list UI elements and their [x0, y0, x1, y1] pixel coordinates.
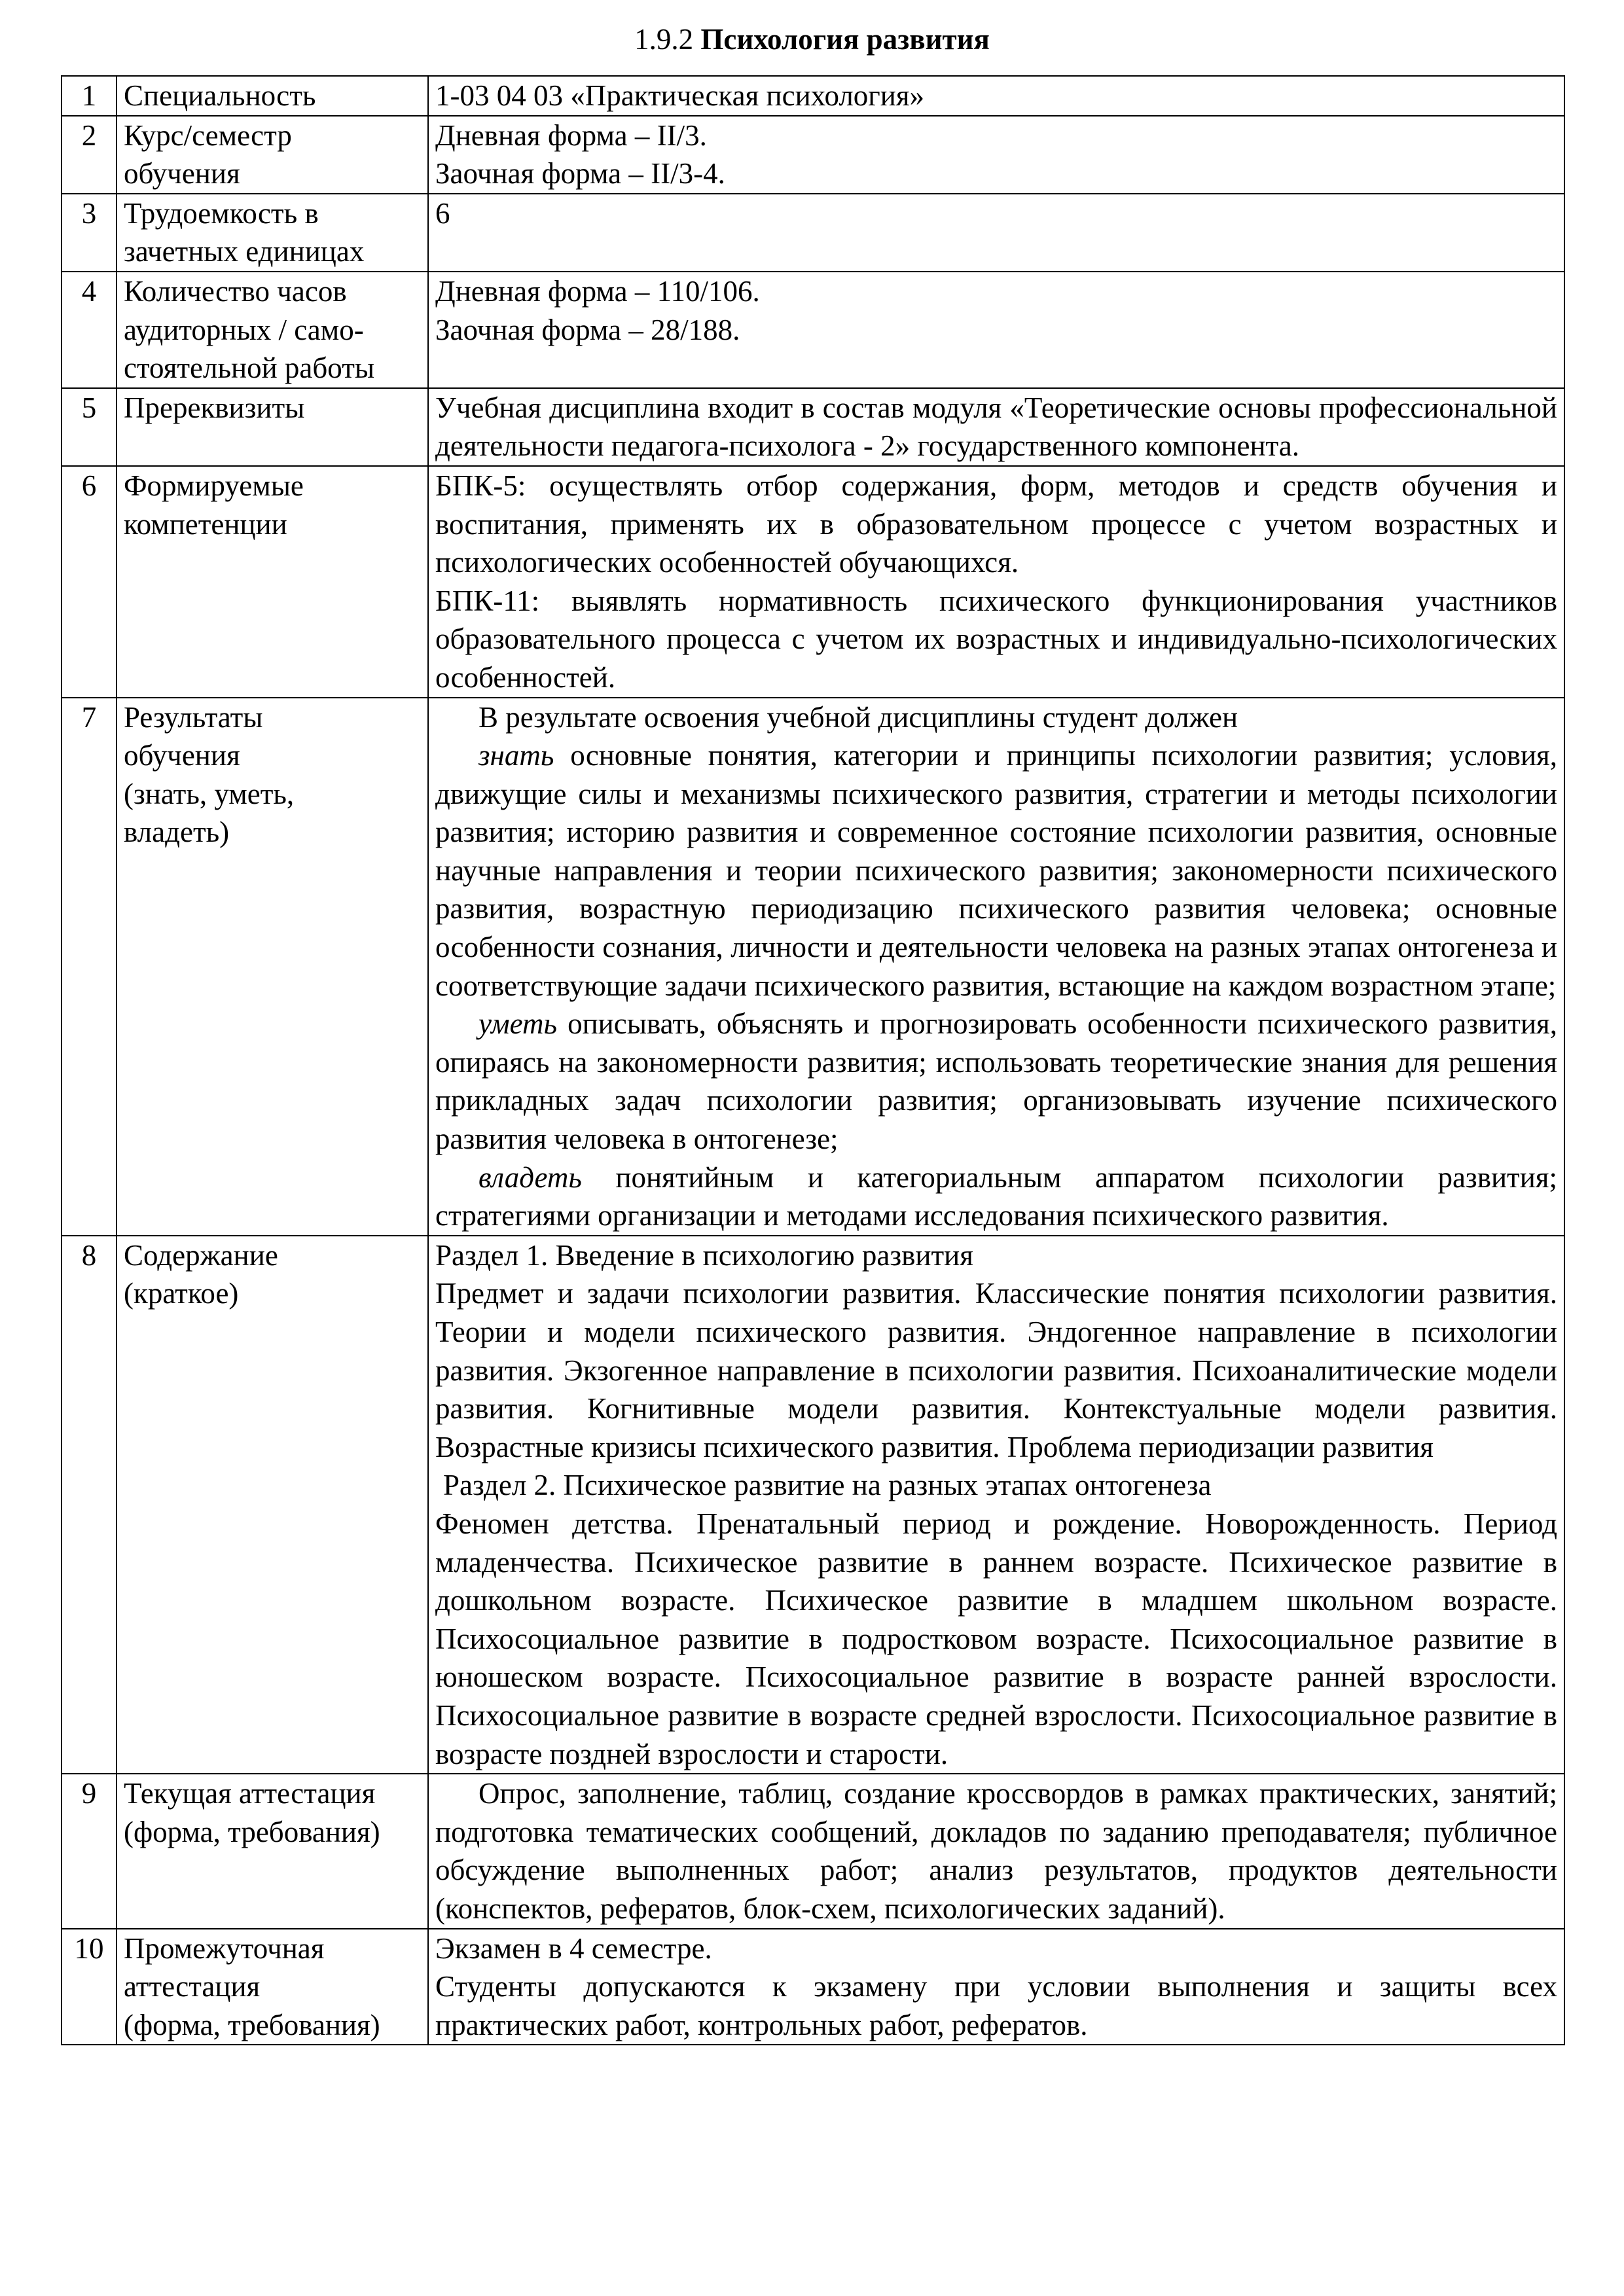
row-number: 4: [62, 272, 117, 388]
row-label: Пререквизиты: [117, 388, 428, 466]
row-label: Специальность: [117, 76, 428, 116]
row-value: Дневная форма – 110/106. Заочная форма – 28/188.: [428, 272, 1564, 388]
row-number: 8: [62, 1236, 117, 1774]
row-number: 10: [62, 1929, 117, 2045]
table-row: [62, 1929, 1564, 2045]
table-row: [62, 466, 1564, 698]
row-value: [428, 466, 1564, 698]
row-label: Результаты обучения (знать, уметь, владеть): [117, 698, 428, 1236]
row-label: Количество часов аудиторных / само- стоятельной работы: [117, 272, 428, 388]
table-row: [62, 698, 1564, 1236]
document-heading: [0, 22, 1624, 56]
course-description-table: [61, 75, 1565, 2045]
row-value: Дневная форма – II/3. Заочная форма – II/3-4.: [428, 116, 1564, 194]
row-value: 1-03 04 03 «Практическая психология»: [428, 76, 1564, 116]
learning-outcomes-intro: В результате освоения учебной дисциплины студент должен: [478, 700, 1238, 734]
section-1-text: Предмет и задачи психологии развития. Классические понятия психологии развития. Теории и модели психического развития. Эндогенное направление в психологии развития. Экзогенное направление в психологии развития. Психоаналитические модели развития. Когнитивные модели развития. Контекстуальные модели развития. Возрастные кризисы психического развития. Проблема периодизации развития: [435, 1277, 1557, 1463]
row-value: Учебная дисциплина входит в состав модуля «Теоретические основы профессиональной деятельности педагога-психолога - 2» государственного компонента.: [428, 388, 1564, 466]
table-row: [62, 194, 1564, 272]
learning-outcome-can: уметь описывать, объяснять и прогнозировать особенности психического развития, опираясь на закономерности развития; использовать теоретические знания для решения прикладных задач психологии развития; организовывать изучение психического развития человека в онтогенезе;: [435, 1007, 1557, 1156]
section-2-text: Феномен детства. Пренатальный период и рождение. Новорожденность. Период младенчества. Психическое развитие в раннем возрасте. Психическое развитие в дошкольном возрасте. Психическое развитие в младшем школьном возрасте. Психосоциальное развитие в подростковом возрасте. Психосоциальное развитие в юношеском возрасте. Психосоциальное развитие в возрасте ранней взрослости. Психосоциальное развитие в возрасте средней взрослости. Психосоциальное развитие в возрасте поздней взрослости и старости.: [435, 1507, 1557, 1770]
row-number: 3: [62, 194, 117, 272]
row-number: 6: [62, 466, 117, 698]
row-value: 6: [428, 194, 1564, 272]
row-label: Текущая аттестация (форма, требования): [117, 1774, 428, 1928]
heading-number: 1.9.2: [634, 23, 694, 56]
heading-title: Психология развития: [700, 23, 990, 56]
row-label: Содержание (краткое): [117, 1236, 428, 1774]
row-label: Трудоемкость в зачетных единицах: [117, 194, 428, 272]
row-value: Опрос, заполнение, таблиц, создание кроссвордов в рамках практических, занятий; подготовка тематических сообщений, докладов по заданию преподавателя; публичное обсуждение выполненных работ; анализ результатов, продуктов деятельности (конспектов, рефератов, блок-схем, психологических заданий).: [428, 1774, 1564, 1928]
learning-outcome-know: знать основные понятия, категории и принципы психологии развития; условия, движущие силы и механизмы психического развития, стратегии и методы психологии развития; историю развития и современное состояние психологии развития, основные научные направления и теории психического развития; закономерности психического развития, возрастную периодизацию психического развития человека; основные особенности сознания, личности и деятельности человека на разных этапах онтогенеза и соответствующие задачи психического развития, встающие на каждом возрастном этапе;: [435, 739, 1557, 1002]
learning-outcome-own: владеть понятийным и категориальным аппаратом психологии развития; стратегиями организации и методами исследования психического развития.: [435, 1160, 1557, 1232]
row-label: Промежуточная аттестация (форма, требования): [117, 1929, 428, 2045]
row-label: Формируемые компетенции: [117, 466, 428, 698]
table-row: [62, 1236, 1564, 1774]
section-2-heading: Раздел 2. Психическое развитие на разных этапах онтогенеза: [443, 1469, 1212, 1502]
table-row: [62, 76, 1564, 116]
row-number: 2: [62, 116, 117, 194]
row-value: [428, 1236, 1564, 1774]
competence-bpk5: БПК-5: осуществлять отбор содержания, форм, методов и средств обучения и воспитания, применять их в образовательном процессе с учетом возрастных и психологических особенностей обучающихся.: [435, 469, 1557, 579]
table-row: [62, 116, 1564, 194]
row-number: 1: [62, 76, 117, 116]
row-number: 7: [62, 698, 117, 1236]
row-label: Курс/семестр обучения: [117, 116, 428, 194]
competence-bpk11: БПК-11: выявлять нормативность психического функционирования участников образовательного процесса с учетом их возрастных и индивидуально-психологических особенностей.: [435, 584, 1557, 694]
table-row: [62, 272, 1564, 388]
row-value: [428, 698, 1564, 1236]
row-number: 5: [62, 388, 117, 466]
row-value: Экзамен в 4 семестре. Студенты допускаются к экзамену при условии выполнения и защиты всех практических работ, контрольных работ, рефератов.: [428, 1929, 1564, 2045]
table-row: [62, 1774, 1564, 1928]
row-number: 9: [62, 1774, 117, 1928]
section-1-heading: Раздел 1. Введение в психологию развития: [435, 1238, 973, 1272]
table-row: [62, 388, 1564, 466]
